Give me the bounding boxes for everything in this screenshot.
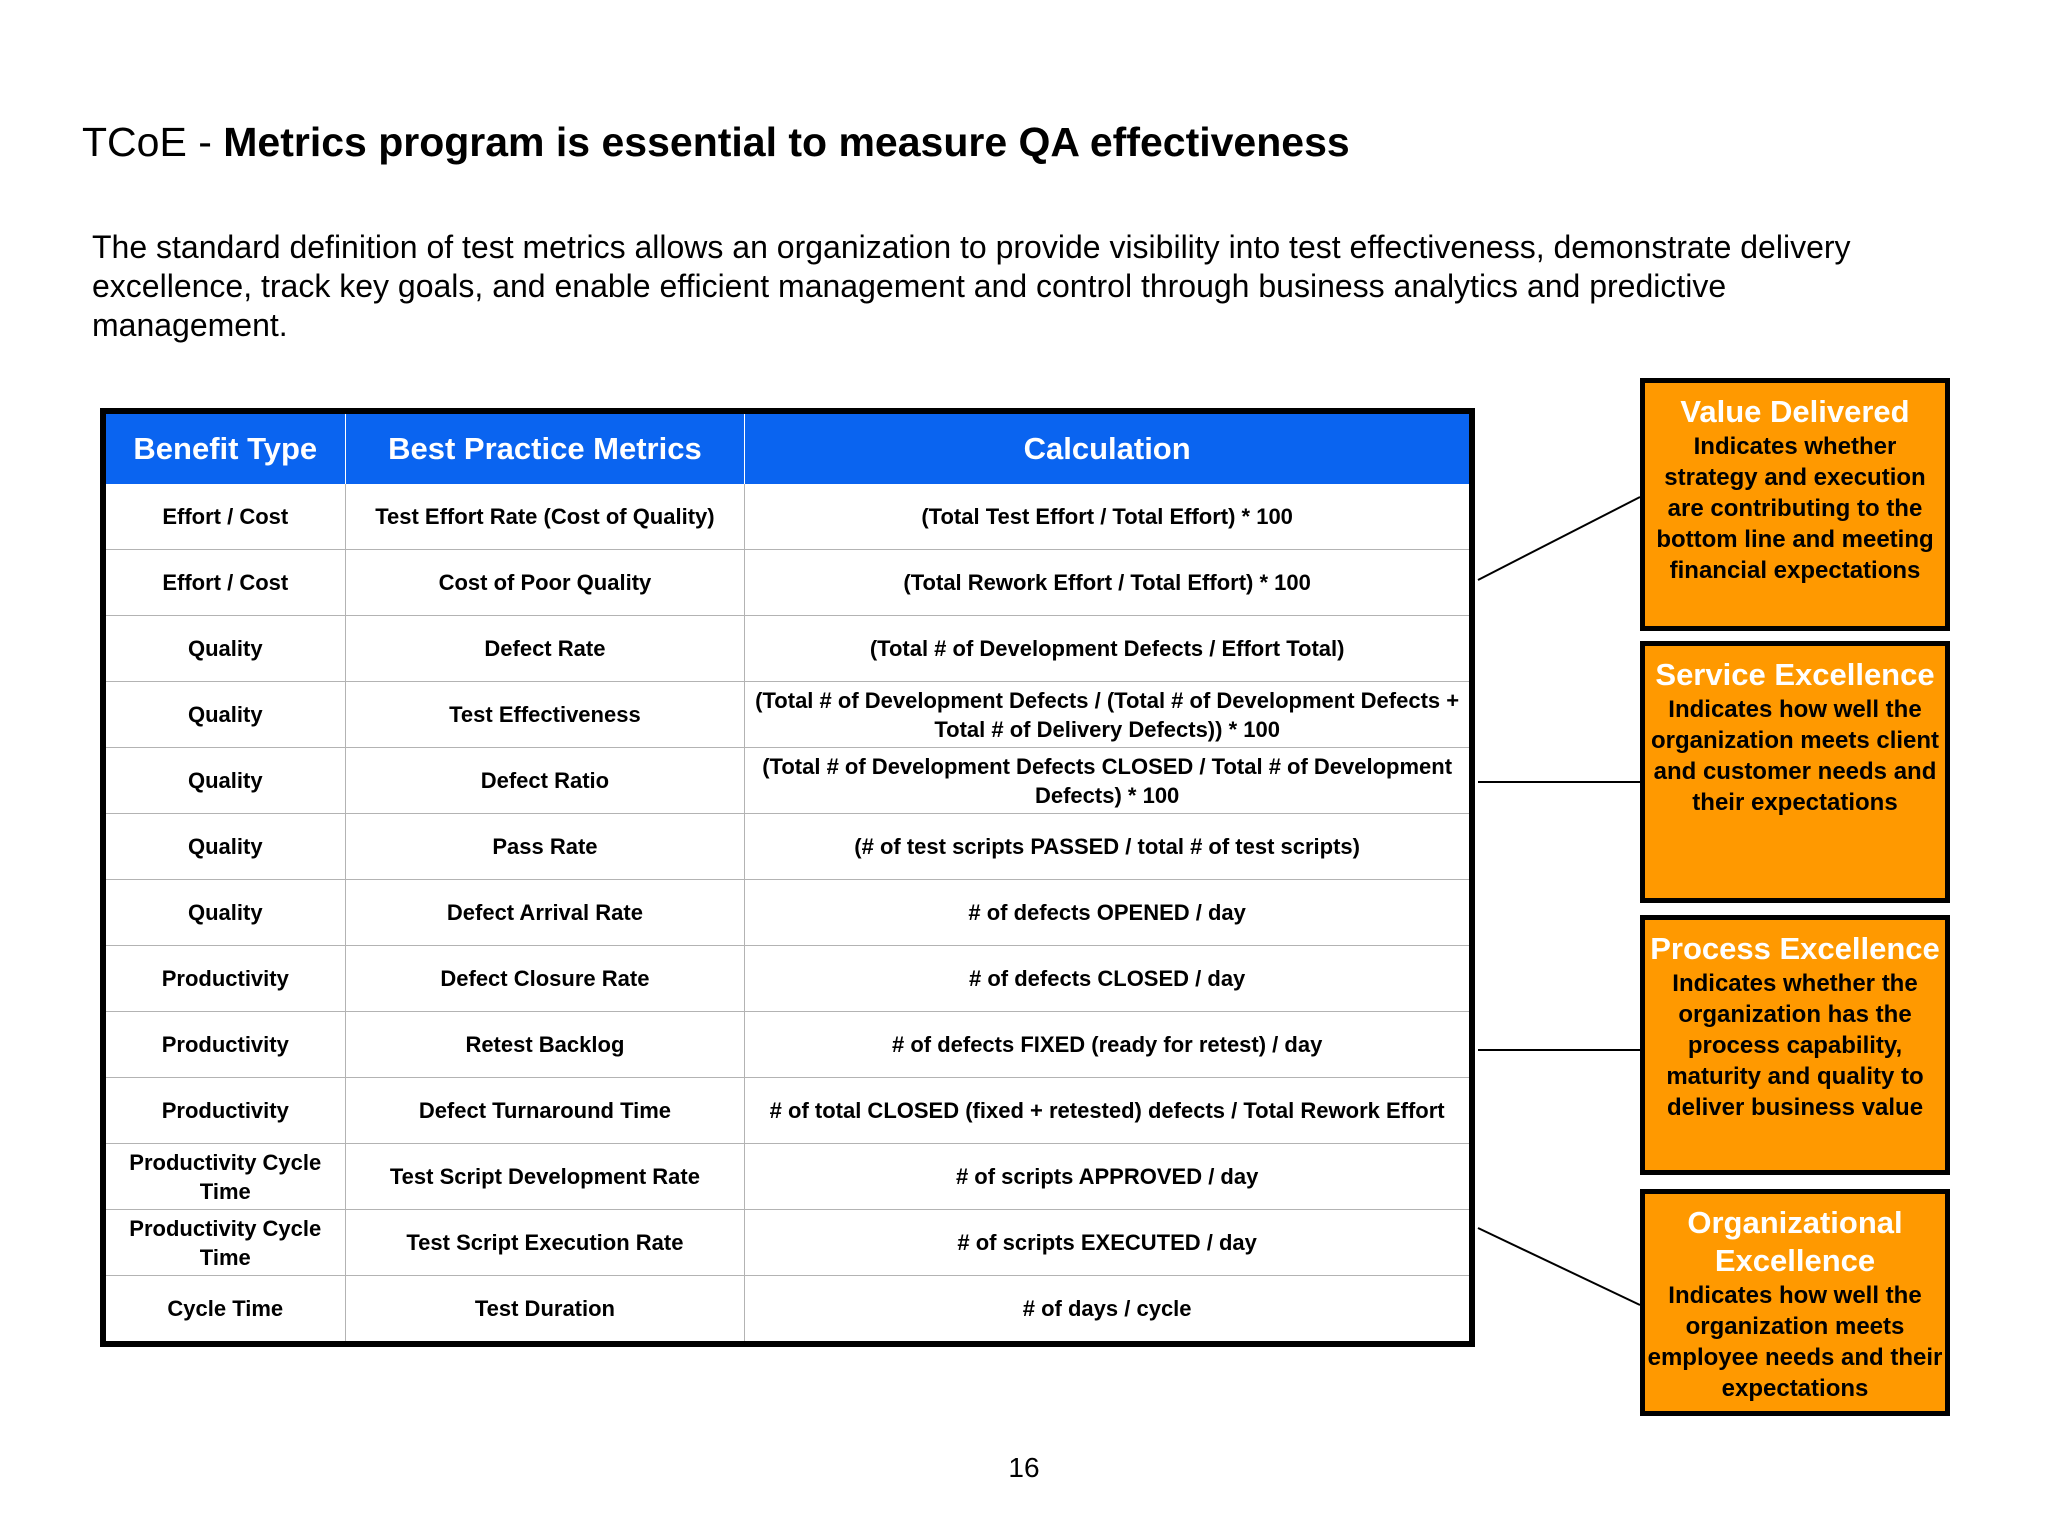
metric-cell: Retest Backlog xyxy=(345,1012,745,1078)
benefit-type-cell: Productivity xyxy=(103,1078,345,1144)
header-best-practice-metrics: Best Practice Metrics xyxy=(345,411,745,484)
metric-cell: Cost of Poor Quality xyxy=(345,550,745,616)
benefit-type-cell: Productivity Cycle Time xyxy=(103,1144,345,1210)
benefit-type-cell: Quality xyxy=(103,616,345,682)
table-row xyxy=(103,550,1472,616)
page-number: 16 xyxy=(1008,1452,1040,1483)
calculation-cell: # of scripts APPROVED / day xyxy=(745,1144,1472,1210)
calculation-cell: # of days / cycle xyxy=(745,1276,1472,1345)
calculation-cell: (Total # of Development Defects / Effort Total) xyxy=(745,616,1472,682)
metric-cell: Test Duration xyxy=(345,1276,745,1345)
table-row xyxy=(103,814,1472,880)
slide-title xyxy=(82,116,1350,168)
metric-cell: Defect Closure Rate xyxy=(345,946,745,1012)
benefit-type-cell: Quality xyxy=(103,814,345,880)
table-header-row xyxy=(103,411,1472,484)
table-row xyxy=(103,1210,1472,1276)
metrics-table xyxy=(100,408,1475,1347)
metric-cell: Defect Turnaround Time xyxy=(345,1078,745,1144)
calculation-cell: # of defects OPENED / day xyxy=(745,880,1472,946)
callout-body: Indicates how well the organization meets client and customer needs and their expectations xyxy=(1650,696,1940,816)
table-row xyxy=(103,484,1472,550)
metric-cell: Pass Rate xyxy=(345,814,745,880)
table-row xyxy=(103,1078,1472,1144)
calculation-cell: # of defects CLOSED / day xyxy=(745,946,1472,1012)
metric-cell: Defect Arrival Rate xyxy=(345,880,745,946)
calculation-cell: (Total Test Effort / Total Effort) * 100 xyxy=(745,484,1472,550)
benefit-type-cell: Effort / Cost xyxy=(162,504,289,529)
benefit-type-cell: Productivity Cycle Time xyxy=(103,1210,345,1276)
table-row xyxy=(103,682,1472,748)
benefit-type-cell: Productivity xyxy=(103,1012,345,1078)
connector-organizational-excellence xyxy=(1478,1228,1640,1305)
callout-body: Indicates how well the organization meets employee needs and their expectations xyxy=(1647,1282,1943,1402)
metric-cell: Defect Ratio xyxy=(345,748,745,814)
table-row xyxy=(103,616,1472,682)
intro-paragraph: The standard definition of test metrics allows an organization to provide visibility into test effectiveness, demonstrate delivery excellence, track key goals, and enable efficient management and control through business analytics and predictive management. xyxy=(92,229,1851,343)
benefit-type-cell: Quality xyxy=(103,682,345,748)
metric-cell: Test Effectiveness xyxy=(345,682,745,748)
table-row xyxy=(103,1276,1472,1345)
table-row xyxy=(103,1012,1472,1078)
metric-cell: Test Script Development Rate xyxy=(345,1144,745,1210)
title-main: Metrics program is essential to measure QA effectiveness xyxy=(223,119,1350,165)
metric-cell: Defect Rate xyxy=(345,616,745,682)
table-row xyxy=(103,880,1472,946)
table-row xyxy=(103,1144,1472,1210)
callout-organizational-excellence xyxy=(1640,1189,1950,1416)
calculation-cell: (# of test scripts PASSED / total # of test scripts) xyxy=(745,814,1472,880)
calculation-cell: # of total CLOSED (fixed + retested) defects / Total Rework Effort xyxy=(745,1078,1472,1144)
benefit-type-cell: Quality xyxy=(103,880,345,946)
callout-service-excellence xyxy=(1640,641,1950,903)
callout-title: Process Excellence xyxy=(1650,931,1940,966)
callout-process-excellence xyxy=(1640,915,1950,1175)
benefit-type-cell: Effort / Cost xyxy=(103,550,345,616)
callout-title: Value Delivered xyxy=(1680,394,1910,429)
connector-value-delivered xyxy=(1478,497,1640,580)
calculation-cell: # of scripts EXECUTED / day xyxy=(745,1210,1472,1276)
callout-value-delivered xyxy=(1640,378,1950,631)
callout-title: Service Excellence xyxy=(1655,657,1935,692)
benefit-type-cell: Cycle Time xyxy=(103,1276,345,1345)
table-row xyxy=(103,748,1472,814)
header-calculation: Calculation xyxy=(745,411,1472,484)
callout-body: Indicates whether the organization has the process capability, maturity and quality to deliver business value xyxy=(1666,970,1924,1121)
calculation-cell: # of defects FIXED (ready for retest) / day xyxy=(745,1012,1472,1078)
callout-title: Organizational Excellence xyxy=(1687,1205,1903,1278)
metric-cell: Test Script Execution Rate xyxy=(345,1210,745,1276)
metric-cell: Test Effort Rate (Cost of Quality) xyxy=(345,484,745,550)
calculation-cell: (Total Rework Effort / Total Effort) * 100 xyxy=(745,550,1472,616)
benefit-type-cell: Quality xyxy=(103,748,345,814)
title-prefix: TCoE - xyxy=(82,119,224,165)
calculation-cell: (Total # of Development Defects / (Total # of Development Defects + Total # of Delivery Defects)) * 100 xyxy=(745,682,1472,748)
header-benefit-type: Benefit Type xyxy=(103,411,345,484)
benefit-type-cell: Productivity xyxy=(103,946,345,1012)
table-row xyxy=(103,946,1472,1012)
callout-body: Indicates whether strategy and execution are contributing to the bottom line and meeting financial expectations xyxy=(1656,433,1934,584)
calculation-cell: (Total # of Development Defects CLOSED / Total # of Development Defects) * 100 xyxy=(745,748,1472,814)
